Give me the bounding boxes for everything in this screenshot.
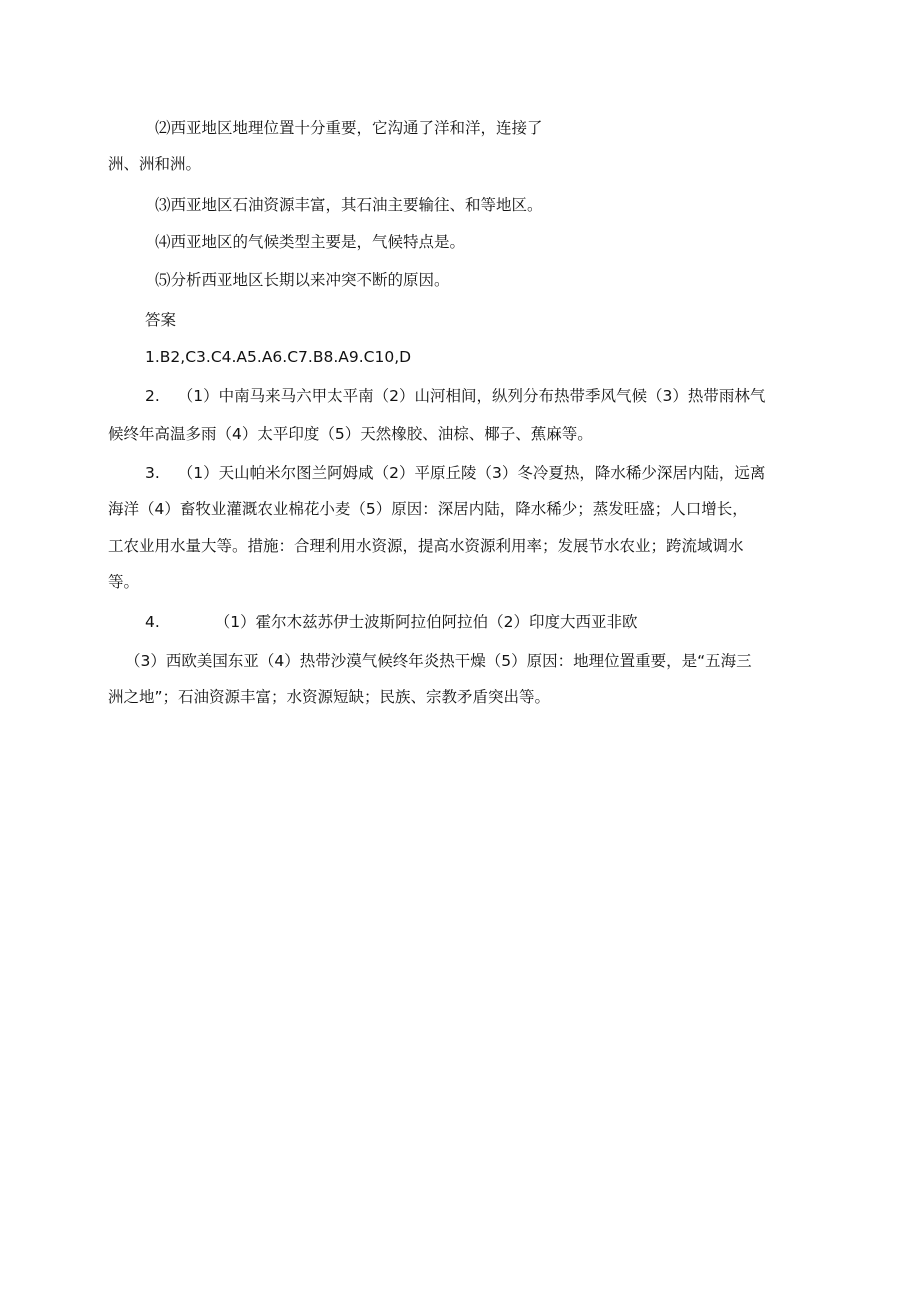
question-4: ⑷西亚地区的气候类型主要是，气候特点是。 [155, 233, 466, 251]
answer-2-line-2: 候终年高温多雨（4）太平印度（5）天然橡胶、油棕、椰子、蕉麻等。 [108, 425, 593, 443]
question-2-line-1: ⑵西亚地区地理位置十分重要，它沟通了洋和洋，连接了 [155, 119, 543, 137]
answer-1: 1.B2,C3.C4.A5.A6.C7.B8.A9.C10,D [145, 348, 412, 366]
question-3: ⑶西亚地区石油资源丰富，其石油主要输往、和等地区。 [155, 196, 543, 214]
answer-4-line-2: （3）西欧美国东亚（4）热带沙漠气候终年炎热干燥（5）原因：地理位置重要，是“五海三 [125, 652, 752, 670]
answer-3-line-4: 等。 [108, 573, 140, 591]
answer-3-line-1 [145, 462, 765, 484]
answer-3-text-1: （1）天山帕米尔图兰阿姆咸（2）平原丘陵（3）冬冷夏热，降水稀少深居内陆，远离 [177, 464, 766, 482]
answer-4-text-1: （1）霍尔木兹苏伊士波斯阿拉伯阿拉伯（2）印度大西亚非欧 [214, 613, 638, 631]
answer-3-line-3: 工农业用水量大等。措施：合理利用水资源，提高水资源利用率；发展节水农业；跨流域调水 [108, 537, 744, 555]
answer-2-number: 2. [145, 387, 160, 405]
answer-2-line-1 [145, 385, 765, 407]
answer-3-line-2: 海洋（4）畜牧业灌溉农业棉花小麦（5）原因：深居内陆，降水稀少；蒸发旺盛；人口增长， [108, 500, 748, 518]
answers-heading: 答案 [145, 311, 177, 329]
answer-2-text-1: （1）中南马来马六甲太平南（2）山河相间，纵列分布热带季风气候（3）热带雨林气 [177, 387, 766, 405]
answer-4-line-3: 洲之地”；石油资源丰富；水资源短缺；民族、宗教矛盾突出等。 [108, 688, 551, 706]
answer-4-line-1 [145, 611, 638, 633]
question-2-line-2: 洲、洲和洲。 [108, 155, 202, 173]
answer-3-number: 3. [145, 464, 160, 482]
answer-4-number: 4. [145, 613, 160, 631]
question-5: ⑸分析西亚地区长期以来冲突不断的原因。 [155, 271, 450, 289]
